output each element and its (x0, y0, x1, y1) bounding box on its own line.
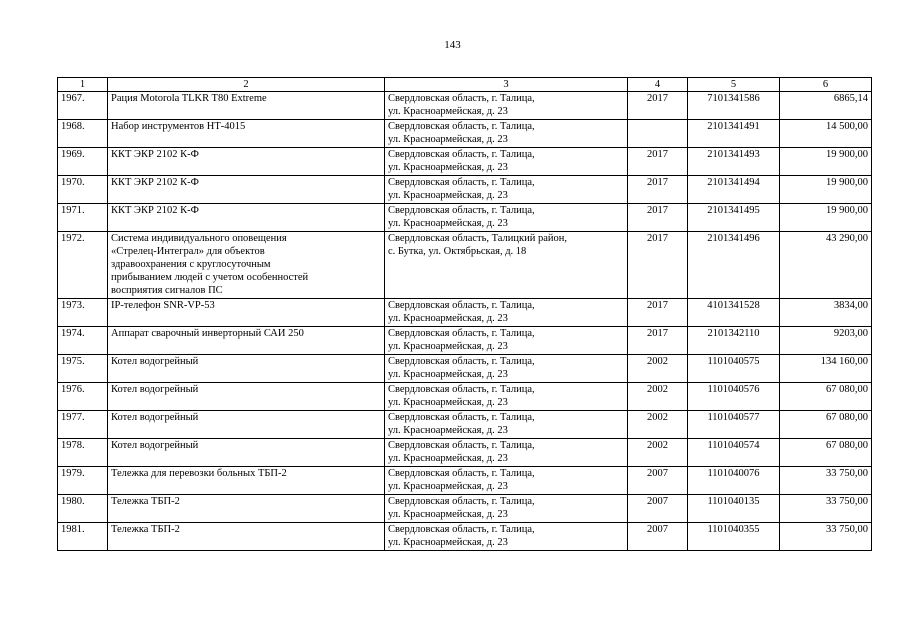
item-name-line: Котел водогрейный (111, 440, 199, 451)
address-line: ул. Красноармейская, д. 23 (388, 341, 508, 352)
address-cell (385, 467, 628, 495)
row-number-cell: 1968. (58, 120, 108, 148)
item-name-line: ККТ ЭКР 2102 К-Ф (111, 177, 199, 188)
item-name-cell (108, 383, 385, 411)
inventory-number-cell: 4101341528 (688, 299, 780, 327)
column-header: 5 (688, 78, 780, 92)
column-header: 3 (385, 78, 628, 92)
cost-cell: 19 900,00 (780, 204, 872, 232)
row-number-cell: 1974. (58, 327, 108, 355)
year-cell: 2002 (628, 355, 688, 383)
row-number-cell: 1969. (58, 148, 108, 176)
item-name-cell (108, 148, 385, 176)
table-row (58, 467, 872, 495)
table-body (58, 78, 872, 551)
table-row (58, 204, 872, 232)
item-name-cell (108, 467, 385, 495)
address-line: Свердловская область, г. Талица, (388, 412, 535, 423)
column-header: 2 (108, 78, 385, 92)
item-name-line: Система индивидуального оповещения (111, 233, 287, 244)
inventory-number-cell: 1101040135 (688, 495, 780, 523)
item-name-line: восприятия сигналов ПС (111, 285, 223, 296)
item-name-cell (108, 327, 385, 355)
item-name-cell (108, 120, 385, 148)
inventory-number-cell: 7101341586 (688, 92, 780, 120)
address-line: Свердловская область, г. Талица, (388, 205, 535, 216)
item-name-cell (108, 355, 385, 383)
address-line: Свердловская область, г. Талица, (388, 300, 535, 311)
year-cell: 2017 (628, 299, 688, 327)
cost-cell: 67 080,00 (780, 411, 872, 439)
year-cell (628, 120, 688, 148)
inventory-number-cell: 2101341491 (688, 120, 780, 148)
item-name-cell (108, 176, 385, 204)
property-table (57, 77, 872, 551)
row-number-cell: 1972. (58, 232, 108, 299)
item-name-line: Тележка ТБП-2 (111, 496, 180, 507)
table-row (58, 176, 872, 204)
cost-cell: 33 750,00 (780, 495, 872, 523)
item-name-line: Котел водогрейный (111, 384, 199, 395)
address-line: ул. Красноармейская, д. 23 (388, 369, 508, 380)
page-number: 143 (444, 39, 461, 51)
address-line: Свердловская область, г. Талица, (388, 93, 535, 104)
address-line: Свердловская область, г. Талица, (388, 328, 535, 339)
table-row (58, 299, 872, 327)
address-line: Свердловская область, г. Талица, (388, 356, 535, 367)
cost-cell: 14 500,00 (780, 120, 872, 148)
year-cell: 2002 (628, 383, 688, 411)
address-line: ул. Красноармейская, д. 23 (388, 134, 508, 145)
address-line: ул. Красноармейская, д. 23 (388, 509, 508, 520)
address-cell (385, 299, 628, 327)
address-cell (385, 495, 628, 523)
year-cell: 2017 (628, 92, 688, 120)
address-line: Свердловская область, г. Талица, (388, 149, 535, 160)
item-name-line: Тележка для перевозки больных ТБП-2 (111, 468, 287, 479)
item-name-line: IP-телефон SNR-VP-53 (111, 300, 215, 311)
item-name-cell (108, 232, 385, 299)
inventory-number-cell: 2101341493 (688, 148, 780, 176)
address-line: Свердловская область, Талицкий район, (388, 233, 568, 244)
address-line: Свердловская область, г. Талица, (388, 384, 535, 395)
address-cell (385, 148, 628, 176)
inventory-number-cell: 1101040076 (688, 467, 780, 495)
row-number-cell: 1975. (58, 355, 108, 383)
year-cell: 2017 (628, 327, 688, 355)
row-number-cell: 1976. (58, 383, 108, 411)
address-line: ул. Красноармейская, д. 23 (388, 162, 508, 173)
address-line: Свердловская область, г. Талица, (388, 121, 535, 132)
address-line: ул. Красноармейская, д. 23 (388, 190, 508, 201)
table-row (58, 92, 872, 120)
address-cell (385, 120, 628, 148)
year-cell: 2017 (628, 204, 688, 232)
table-row (58, 495, 872, 523)
table-row (58, 383, 872, 411)
inventory-number-cell: 1101040355 (688, 523, 780, 551)
address-line: Свердловская область, г. Талица, (388, 177, 535, 188)
cost-cell: 9203,00 (780, 327, 872, 355)
row-number-cell: 1977. (58, 411, 108, 439)
address-line: ул. Красноармейская, д. 23 (388, 453, 508, 464)
year-cell: 2017 (628, 232, 688, 299)
address-line: ул. Красноармейская, д. 23 (388, 481, 508, 492)
item-name-line: здравоохранения с круглосуточным (111, 259, 271, 270)
address-line: ул. Красноармейская, д. 23 (388, 313, 508, 324)
cost-cell: 6865,14 (780, 92, 872, 120)
cost-cell: 19 900,00 (780, 176, 872, 204)
inventory-number-cell: 2101342110 (688, 327, 780, 355)
table-row (58, 120, 872, 148)
table-row (58, 523, 872, 551)
inventory-number-cell: 1101040575 (688, 355, 780, 383)
address-line: Свердловская область, г. Талица, (388, 524, 535, 535)
row-number-cell: 1981. (58, 523, 108, 551)
address-line: Свердловская область, г. Талица, (388, 496, 535, 507)
cost-cell: 67 080,00 (780, 439, 872, 467)
table-row (58, 355, 872, 383)
year-cell: 2007 (628, 523, 688, 551)
column-header: 1 (58, 78, 108, 92)
item-name-line: Аппарат сварочный инвертoрный САИ 250 (111, 328, 304, 339)
address-cell (385, 232, 628, 299)
address-line: ул. Красноармейская, д. 23 (388, 106, 508, 117)
column-header: 6 (780, 78, 872, 92)
item-name-cell (108, 92, 385, 120)
year-cell: 2017 (628, 148, 688, 176)
address-cell (385, 92, 628, 120)
item-name-line: Рация Motorola TLKR T80 Extreme (111, 93, 267, 104)
item-name-line: Набор инструментов НТ-4015 (111, 121, 246, 132)
row-number-cell: 1967. (58, 92, 108, 120)
cost-cell: 43 290,00 (780, 232, 872, 299)
table-row (58, 327, 872, 355)
table-row (58, 411, 872, 439)
inventory-number-cell: 1101040574 (688, 439, 780, 467)
row-number-cell: 1978. (58, 439, 108, 467)
table-row (58, 232, 872, 299)
year-cell: 2002 (628, 439, 688, 467)
cost-cell: 3834,00 (780, 299, 872, 327)
item-name-cell (108, 204, 385, 232)
address-cell (385, 204, 628, 232)
header-row (58, 78, 872, 92)
year-cell: 2017 (628, 176, 688, 204)
column-header: 4 (628, 78, 688, 92)
address-line: ул. Красноармейская, д. 23 (388, 425, 508, 436)
year-cell: 2002 (628, 411, 688, 439)
cost-cell: 33 750,00 (780, 467, 872, 495)
address-line: Свердловская область, г. Талица, (388, 440, 535, 451)
year-cell: 2007 (628, 467, 688, 495)
inventory-number-cell: 2101341495 (688, 204, 780, 232)
address-line: Свердловская область, г. Талица, (388, 468, 535, 479)
table-row (58, 148, 872, 176)
row-number-cell: 1980. (58, 495, 108, 523)
cost-cell: 67 080,00 (780, 383, 872, 411)
inventory-number-cell: 1101040577 (688, 411, 780, 439)
item-name-cell (108, 439, 385, 467)
item-name-line: «Стрелец-Интеграл» для объектов (111, 246, 265, 257)
address-line: с. Бутка, ул. Октябрьская, д. 18 (388, 246, 527, 257)
item-name-cell (108, 411, 385, 439)
row-number-cell: 1973. (58, 299, 108, 327)
item-name-line: ККТ ЭКР 2102 К-Ф (111, 149, 199, 160)
row-number-cell: 1979. (58, 467, 108, 495)
cost-cell: 33 750,00 (780, 523, 872, 551)
inventory-number-cell: 2101341494 (688, 176, 780, 204)
item-name-cell (108, 495, 385, 523)
address-line: ул. Красноармейская, д. 23 (388, 537, 508, 548)
address-cell (385, 411, 628, 439)
address-line: ул. Красноармейская, д. 23 (388, 218, 508, 229)
cost-cell: 19 900,00 (780, 148, 872, 176)
item-name-cell (108, 523, 385, 551)
row-number-cell: 1970. (58, 176, 108, 204)
cost-cell: 134 160,00 (780, 355, 872, 383)
inventory-number-cell: 1101040576 (688, 383, 780, 411)
table-row (58, 439, 872, 467)
address-line: ул. Красноармейская, д. 23 (388, 397, 508, 408)
address-cell (385, 383, 628, 411)
address-cell (385, 523, 628, 551)
item-name-cell (108, 299, 385, 327)
address-cell (385, 355, 628, 383)
item-name-line: прибыванием людей с учетом особенностей (111, 272, 309, 283)
row-number-cell: 1971. (58, 204, 108, 232)
inventory-number-cell: 2101341496 (688, 232, 780, 299)
item-name-line: Тележка ТБП-2 (111, 524, 180, 535)
address-cell (385, 327, 628, 355)
address-cell (385, 176, 628, 204)
item-name-line: ККТ ЭКР 2102 К-Ф (111, 205, 199, 216)
item-name-line: Котел водогрейный (111, 356, 199, 367)
year-cell: 2007 (628, 495, 688, 523)
item-name-line: Котел водогрейный (111, 412, 199, 423)
address-cell (385, 439, 628, 467)
